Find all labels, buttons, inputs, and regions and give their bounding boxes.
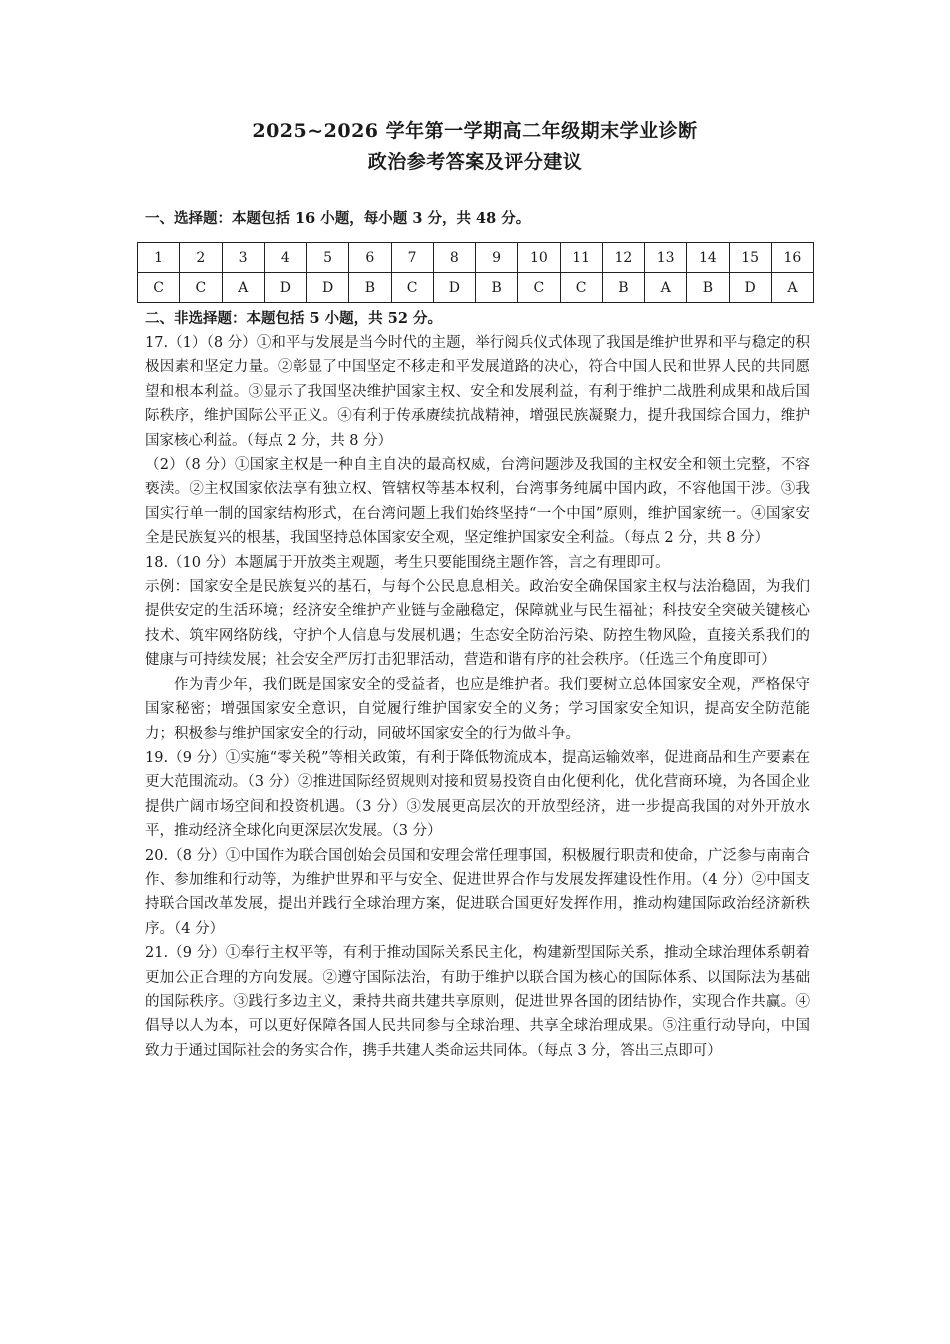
section1-heading: 一、选择题：本题包括 16 小题，每小题 3 分，共 48 分。 <box>145 210 531 227</box>
question-number: 16 <box>771 243 813 273</box>
document-title: 2025~2026 学年第一学期高二年级期末学业诊断 <box>252 120 698 142</box>
document-subtitle: 政治参考答案及评分建议 <box>367 151 583 173</box>
question-number-row <box>138 243 814 273</box>
question-number: 12 <box>602 243 644 273</box>
question-number: 7 <box>391 243 433 273</box>
answer-cell: B <box>687 273 729 303</box>
question-number: 5 <box>307 243 349 273</box>
answer-cell: D <box>729 273 771 303</box>
answer-18-intro: 18.（10 分）本题属于开放类主观题，考生只要能围绕主题作答，言之有理即可。 <box>145 554 670 571</box>
answer-cell: A <box>771 273 813 303</box>
answer-20: 20.（8 分）①中国作为联合国创始会员国和安理会常任理事国，积极履行职责和使命，广泛参与南南合作、参加维和行动等，为维护世界和平与安全、促进世界合作与发展发挥建设性作用。（4 分）②中国支持联合国改革发展，提出并践行全球治理方案，促进联合国更好发挥作用，推动构建国际政治经济新秩序。（4 分） <box>145 847 810 937</box>
answer-cell: C <box>138 273 180 303</box>
answer-cell: A <box>645 273 687 303</box>
question-number: 10 <box>518 243 560 273</box>
question-number: 8 <box>433 243 475 273</box>
answer-body <box>145 331 810 1063</box>
answer-row <box>138 273 814 303</box>
question-number: 14 <box>687 243 729 273</box>
question-number: 4 <box>264 243 306 273</box>
answer-cell: B <box>349 273 391 303</box>
answer-cell: C <box>391 273 433 303</box>
question-number: 9 <box>476 243 518 273</box>
answer-18-youth: 作为青少年，我们既是国家安全的受益者，也应是维护者。我们要树立总体国家安全观，严格保守国家秘密；增强国家安全意识，自觉履行维护国家安全的义务；学习国家安全知识，提高安全防范能力；积极参与维护国家安全的行动，同破坏国家安全的行为做斗争。 <box>145 676 810 742</box>
answer-cell: D <box>307 273 349 303</box>
answer-cell: C <box>560 273 602 303</box>
answer-19: 19.（9 分）①实施“零关税”等相关政策，有利于降低物流成本，提高运输效率，促进商品和生产要素在更大范围流动。（3 分）②推进国际经贸规则对接和贸易投资自由化便利化，优化营商环境，为各国企业提供广阔市场空间和投资机遇。（3 分）③发展更高层次的开放型经济，进一步提高我国的对外开放水平，推动经济全球化向更深层次发展。（3 分） <box>145 749 810 840</box>
answer-cell: D <box>433 273 475 303</box>
answer-cell: C <box>518 273 560 303</box>
answer-cell: D <box>264 273 306 303</box>
answer-18-example: 示例：国家安全是民族复兴的基石，与每个公民息息相关。政治安全确保国家主权与法治稳固，为我们提供安定的生活环境；经济安全维护产业链与金融稳定，保障就业与民生福祉；科技安全突破关键核心技术、筑牢网络防线，守护个人信息与发展机遇；生态安全防治污染、防控生物风险，直接关系我们的健康与可持续发展；社会安全严厉打击犯罪活动，营造和谐有序的社会秩序。（任选三个角度即可） <box>145 579 810 669</box>
question-number: 3 <box>222 243 264 273</box>
answer-cell: A <box>222 273 264 303</box>
question-number: 11 <box>560 243 602 273</box>
answer-cell: B <box>476 273 518 303</box>
question-number: 2 <box>180 243 222 273</box>
answer-cell: C <box>180 273 222 303</box>
answer-17-2: （2）（8 分）①国家主权是一种自主自决的最高权威，台湾问题涉及我国的主权安全和领土完整，不容亵渎。②主权国家依法享有独立权、管辖权等基本权利，台湾事务纯属中国内政，不容他国干涉。③我国实行单一制的国家结构形式，在台湾问题上我们始终坚持“一个中国”原则，维护国家统一。④国家安全是民族复兴的根基，我国坚持总体国家安全观，坚定维护国家安全利益。（每点 2 分，共 8 分） <box>145 457 810 547</box>
answer-table <box>137 242 814 303</box>
question-number: 6 <box>349 243 391 273</box>
question-number: 13 <box>645 243 687 273</box>
question-number: 1 <box>138 243 180 273</box>
answer-21: 21.（9 分）①奉行主权平等，有利于推动国际关系民主化，构建新型国际关系，推动全球治理体系朝着更加公正合理的方向发展。②遵守国际法治，有助于维护以联合国为核心的国际体系、以国际法为基础的国际秩序。③践行多边主义，秉持共商共建共享原则，促进世界各国的团结协作，实现合作共赢。④倡导以人为本，可以更好保障各国人民共同参与全球治理、共享全球治理成果。⑤注重行动导向，中国致力于通过国际社会的务实合作，携手共建人类命运共同体。（每点 3 分，答出三点即可） <box>145 945 810 1059</box>
question-number: 15 <box>729 243 771 273</box>
section2-heading: 二、非选择题：本题包括 5 小题，共 52 分。 <box>145 310 442 327</box>
answer-17-1: 17.（1）（8 分）①和平与发展是当今时代的主题，举行阅兵仪式体现了我国是维护世界和平与稳定的积极因素和坚定力量。②彰显了中国坚定不移走和平发展道路的决心，符合中国人民和世界人民的共同愿望和根本利益。③显示了我国坚决维护国家主权、安全和发展利益，有利于维护二战胜利成果和战后国际秩序，维护国际公平正义。④有利于传承赓续抗战精神，增强民族凝聚力，提升我国综合国力，维护国家核心利益。（每点 2 分，共 8 分） <box>145 335 810 449</box>
answer-cell: B <box>602 273 644 303</box>
